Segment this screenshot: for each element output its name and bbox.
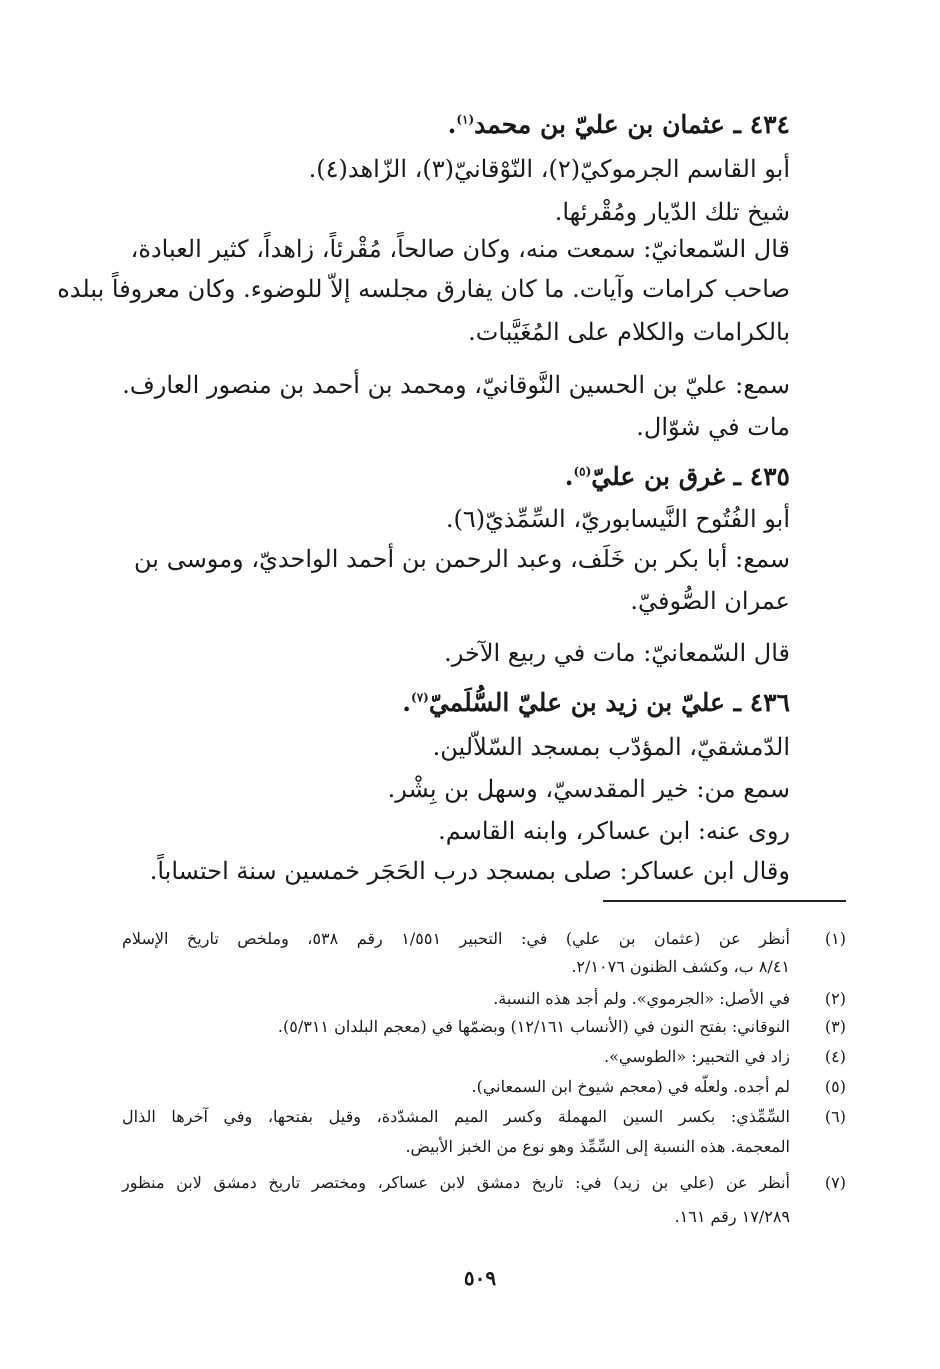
entry-436-line-1: الدّمشقيّ، المؤدّب بمسجد السّلاّلين.	[432, 733, 790, 761]
footnote-text: في الأصل: «الجرموي». ولم أجد هذه النسبة.	[493, 989, 790, 1008]
entry-434-line-1: أبو القاسم الجرموكيّ(٢)، النّوْقانيّ(٣)، الزّاهد(٤).	[308, 155, 790, 183]
footnote-text: المعجمة. هذه النسبة إلى السِّمِّذ وهو نوع من الخبز الأبيض.	[405, 1137, 790, 1156]
entry-434-line-3: قال السّمعانيّ: سمعت منه، وكان صالحاً، مُقْرئاً، زاهداً، كثير العبادة،	[130, 235, 790, 263]
footnote-text: زاد في التحبير: «الطوسي».	[603, 1047, 790, 1066]
entry-436-line-2: سمع من: خير المقدسيّ، وسهل بن بِشْر.	[387, 775, 790, 803]
footnote-text: ١٧/٢٨٩ رقم ١٦١.	[674, 1207, 790, 1226]
footnote-text: أنظر عن (عثمان بن علي) في: التحبير ١/٥٥١ رقم ٥٣٨، وملخص تاريخ الإسلام	[122, 929, 790, 948]
footnote-separator	[603, 900, 846, 902]
footnote-text: ٨/٤١ ب، وكشف الظنون ٢/١٠٧٦.	[571, 957, 790, 976]
entry-434-line-6: سمع: عليّ بن الحسين النَّوقانيّ، ومحمد بن أحمد بن منصور العارف.	[122, 371, 790, 399]
page-number: ٥٠٩	[463, 1266, 497, 1290]
entry-435-line-3: عمران الصُّوفيّ.	[630, 587, 790, 615]
entry-heading-435: ٤٣٥ ـ غرق بن عليّ$^{(٥)}$.	[564, 462, 790, 491]
entry-435-line-4: قال السّمعانيّ: مات في ربيع الآخر.	[444, 639, 790, 667]
entry-434-line-4: صاحب كرامات وآيات. ما كان يفارق مجلسه إلاّ للوضوء. وكان معروفاً ببلده	[57, 275, 790, 303]
entry-434-line-2: شيخ تلك الدّيار ومُقْرئها.	[554, 198, 790, 226]
footnote-number: (٣)	[824, 1017, 846, 1036]
footnote-text: السِّمِّذي: بكسر السين المهملة وكسر الميم المشدّدة، وقيل بفتحها، وفي آخرها الذال	[122, 1107, 790, 1126]
entry-436-line-4: وقال ابن عساكر: صلى بمسجد درب الحَجَر خمسين سنة احتساباً.	[149, 857, 790, 885]
footnote-number: (٤)	[824, 1047, 846, 1066]
entry-heading-436: ٤٣٦ ـ عليّ بن زيد بن عليّ السُّلَميّ$^{(٧)}$.	[402, 688, 790, 717]
footnote-text: أنظر عن (علي بن زيد) في: تاريخ دمشق لابن عساكر، ومختصر تاريخ دمشق لابن منظور	[122, 1173, 790, 1192]
footnote-text: لم أجده. ولعلّه في (معجم شيوخ ابن السمعاني).	[471, 1077, 790, 1096]
entry-434-line-7: مات في شوّال.	[636, 413, 790, 441]
footnote-number: (٥)	[824, 1077, 846, 1096]
footnote-number: (٢)	[824, 989, 846, 1008]
entry-435-line-1: أبو الفُتُوح النَّيسابوريّ، السِّمِّذيّ(٦).	[445, 505, 790, 533]
footnote-number: (٧)	[824, 1173, 846, 1192]
entry-436-line-3: روى عنه: ابن عساكر، وابنه القاسم.	[438, 817, 790, 845]
footnote-number: (٦)	[824, 1107, 846, 1126]
footnote-text: النوقاني: بفتح النون في (الأنساب ١٢/١٦١) وبضمّها في (معجم البلدان ٥/٣١١).	[277, 1017, 790, 1036]
entry-434-line-5: بالكرامات والكلام على المُغَيَّبات.	[468, 318, 790, 346]
footnote-number: (١)	[824, 929, 846, 948]
entry-435-line-2: سمع: أبا بكر بن خَلَف، وعبد الرحمن بن أحمد الواحديّ، وموسى بن	[134, 545, 790, 573]
entry-heading-434: ٤٣٤ ـ عثمان بن عليّ بن محمد$^{(١)}$.	[447, 110, 790, 139]
